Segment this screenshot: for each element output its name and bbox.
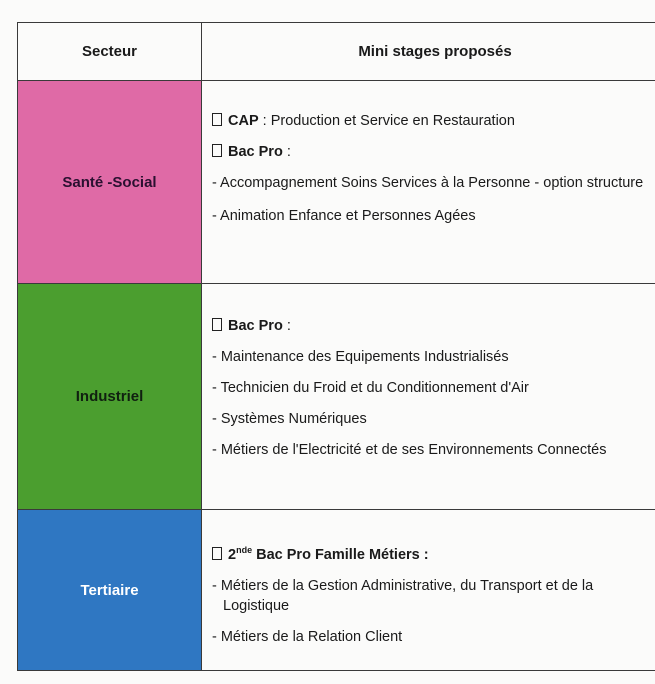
list-item: - Métiers de l'Electricité et de ses Environnements Connectés — [212, 442, 607, 458]
list-item: - Systèmes Numériques — [212, 411, 367, 427]
table-header-row — [18, 23, 655, 81]
sector-cell-sante-social — [18, 81, 202, 283]
list-item: - Animation Enfance et Personnes Agées — [212, 208, 476, 224]
table-row-industriel — [18, 284, 655, 510]
list-item: - Maintenance des Equipements Industrialisés — [212, 349, 509, 365]
stages-cell-tertiaire — [202, 510, 655, 670]
checkbox-icon — [212, 318, 222, 331]
sector-label: Industriel — [75, 388, 144, 405]
bac-pro-line: Bac Pro : — [212, 316, 652, 336]
checkbox-icon — [212, 144, 222, 157]
cap-line: CAP : Production et Service en Restauration — [212, 111, 652, 131]
bac-pro-famille-line: 2nde Bac Pro Famille Métiers : — [212, 540, 652, 565]
checkbox-icon — [212, 113, 222, 126]
list-item: - Technicien du Froid et du Conditionnement d'Air — [212, 380, 529, 396]
sector-label: Santé -Social — [62, 173, 157, 191]
stages-table — [17, 22, 655, 671]
table-row-sante-social — [18, 81, 655, 284]
list-item: - Métiers de la Gestion Administrative, du Transport et de la Logistique — [212, 578, 594, 614]
stages-cell-sante-social — [202, 81, 655, 283]
header-mini-stages: Mini stages proposés — [358, 42, 512, 60]
header-secteur: Secteur — [18, 23, 202, 80]
table-row-tertiaire — [18, 510, 655, 671]
list-item: - Métiers de la Relation Client — [212, 629, 403, 645]
bac-pro-line: Bac Pro : — [212, 142, 652, 162]
sector-cell-industriel — [18, 284, 202, 509]
checkbox-icon — [212, 547, 222, 560]
sector-cell-tertiaire — [18, 510, 202, 670]
list-item: - Accompagnement Soins Services à la Personne - option structure — [212, 175, 644, 191]
stages-cell-industriel — [202, 284, 655, 509]
sector-label: Tertiaire — [80, 581, 139, 599]
